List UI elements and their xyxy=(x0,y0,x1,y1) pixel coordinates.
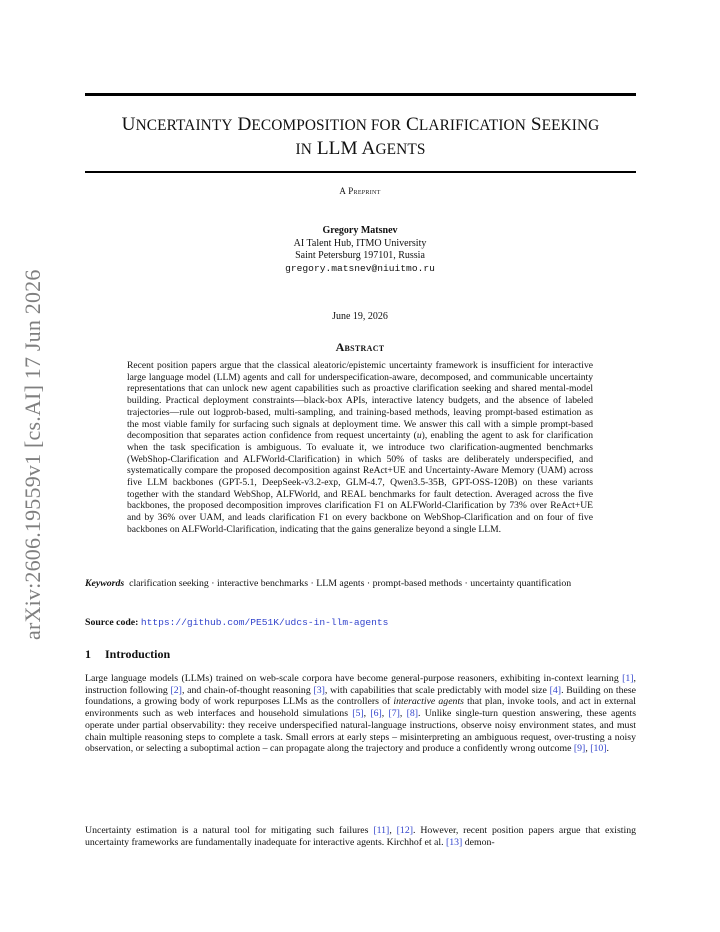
author-affiliation: AI Talent Hub, ITMO University xyxy=(293,237,427,249)
citation-link[interactable]: [4] xyxy=(549,684,562,696)
section-title: Introduction xyxy=(105,647,171,661)
title-word: LLM xyxy=(316,138,358,159)
abstract-heading: Abstract xyxy=(335,340,385,354)
citation-link[interactable]: [8] xyxy=(406,708,419,720)
citation-link[interactable]: [13] xyxy=(445,836,463,848)
keywords-label: Keywords xyxy=(85,578,125,589)
author-block xyxy=(0,225,720,275)
abstract-symbol: u xyxy=(416,430,422,442)
paper-title xyxy=(85,113,636,161)
abstract-part: Recent position papers argue that the classical aleatoric/epistemic uncertainty framework is insufficient for interactive large language model (LLM) agents and call for underspecification-aware, decomposed, and communicable uncertainty representations that can unlock new agent capabilities such as proactive clarification seeking and shared mental-model building. Practical deployment constraints—black-box APIs, interactive latency budgets, and the absence of labeled trajectories—rule out logprob-based, multi-sampling, and training-based methods, leaving prompt-based estimation as the most viable family for surfacing such signals at deployment time. We answer this call with a simple prompt-based decomposition that separates action confidence from request uncertainty ( xyxy=(127,360,593,442)
citation-link[interactable]: [3] xyxy=(313,684,325,696)
title-word: SEEKING xyxy=(530,114,600,135)
citation-link[interactable]: [7] xyxy=(388,708,400,720)
author-name: Gregory Matsnev xyxy=(322,225,398,236)
title-word: UNCERTAINTY xyxy=(121,114,233,135)
paper-date: June 19, 2026 xyxy=(332,311,388,322)
citation-link[interactable]: [11] xyxy=(373,825,390,836)
citation-link[interactable]: [9] xyxy=(573,743,586,755)
title-word: DECOMPOSITION FOR xyxy=(237,114,402,135)
citation-link[interactable]: [6] xyxy=(370,708,382,720)
keywords-text: clarification seeking · interactive benchmarks · LLM agents · prompt-based methods · uncertainty quantification xyxy=(129,578,572,589)
section-number: 1 xyxy=(85,647,91,661)
preprint-label: A Preprint xyxy=(339,186,381,196)
author-address: Saint Petersburg 197101, Russia xyxy=(295,250,425,261)
intro-paragraph-1: Large language models (LLMs) trained on web-scale corpora have become general-purpose reasoners, exhibiting in-context learning [1], instruction following [2], and chain-of-thought reasoning [3], with capabilities that scale predictably with model size [4]. Building on these foundations, a growing body of work repurposes LLMs as the controllers of interactive agents that plan, invoke tools, and act in external environments such as web interfaces and household simulations [5], [6], [7], [8]. Unlike single-turn question answering, these agents operate under partial observability: they receive underspecified natural-language instructions, observe noisy environment states, and must chain multiple reasoning steps to complete a task. Small errors at early steps – misinterpreting an ambiguous request, over-trusting a noisy observation, or selecting a suboptimal action – can propagate along the trajectory and produce a confidently wrong outcome [9], [10]. xyxy=(85,673,637,755)
intro-paragraph-2: Uncertainty estimation is a natural tool for mitigating such failures [11], [12]. However, recent position papers argue that existing uncertainty frameworks are fundamentally inadequate for interactive agents. Kirchhof et al. [13] demon- xyxy=(85,825,636,848)
citation-link[interactable]: [10] xyxy=(590,743,607,755)
author-email[interactable]: gregory.matsnev@niuitmo.ru xyxy=(285,262,435,274)
title-word: IN xyxy=(295,141,312,158)
citation-link[interactable]: [5] xyxy=(352,708,364,720)
arxiv-stamp: arXiv:2606.19559v1 [cs.AI] 17 Jun 2026 xyxy=(20,269,45,640)
title-rule-top xyxy=(85,93,636,96)
keywords xyxy=(85,578,636,590)
citation-link[interactable]: [1] xyxy=(622,673,634,684)
source-code xyxy=(85,617,636,628)
abstract-part: ), enabling the agent to ask for clarification when the task specification is ambiguous. To evaluate it, we introduce two clarification-augmented benchmarks (WebShop-Clarification and ALFWorld-Clarification) in which 50% of tasks are deliberately underspecified, and systematically compare the proposed decomposition against ReAct+UE and Uncertainty-Aware Memory (UAM) across five LLM backbones (GPT-5.1, DeepSeek-v3.2-exp, GLM-4.7, Qwen3.5-35B, GPT-OSS-120B) on these variants together with the standard WebShop, ALFWorld, and REAL benchmarks for fault detection. Averaged across the five backbones, the proposed decomposition improves clarification F1 on ALFWorld-Clarification by 73% over ReAct+UE and by 36% over UAM, and leads clarification F1 on every backbone on WebShop-Clarification and on four of five backbones on ALFWorld-Clarification, indicating that the gains generalize beyond a single LLM. xyxy=(127,430,593,535)
title-word: CLARIFICATION xyxy=(406,114,526,135)
citation-link[interactable]: [2] xyxy=(170,684,182,696)
citation-link[interactable]: [12] xyxy=(396,825,413,836)
title-rule-bottom xyxy=(85,171,636,173)
title-word: AGENTS xyxy=(361,138,426,159)
section-heading-introduction xyxy=(85,647,170,662)
source-code-label: Source code: xyxy=(85,617,139,628)
source-code-link[interactable]: https://github.com/PE51K/udcs-in-llm-agents xyxy=(140,617,389,628)
abstract-text xyxy=(127,360,593,536)
